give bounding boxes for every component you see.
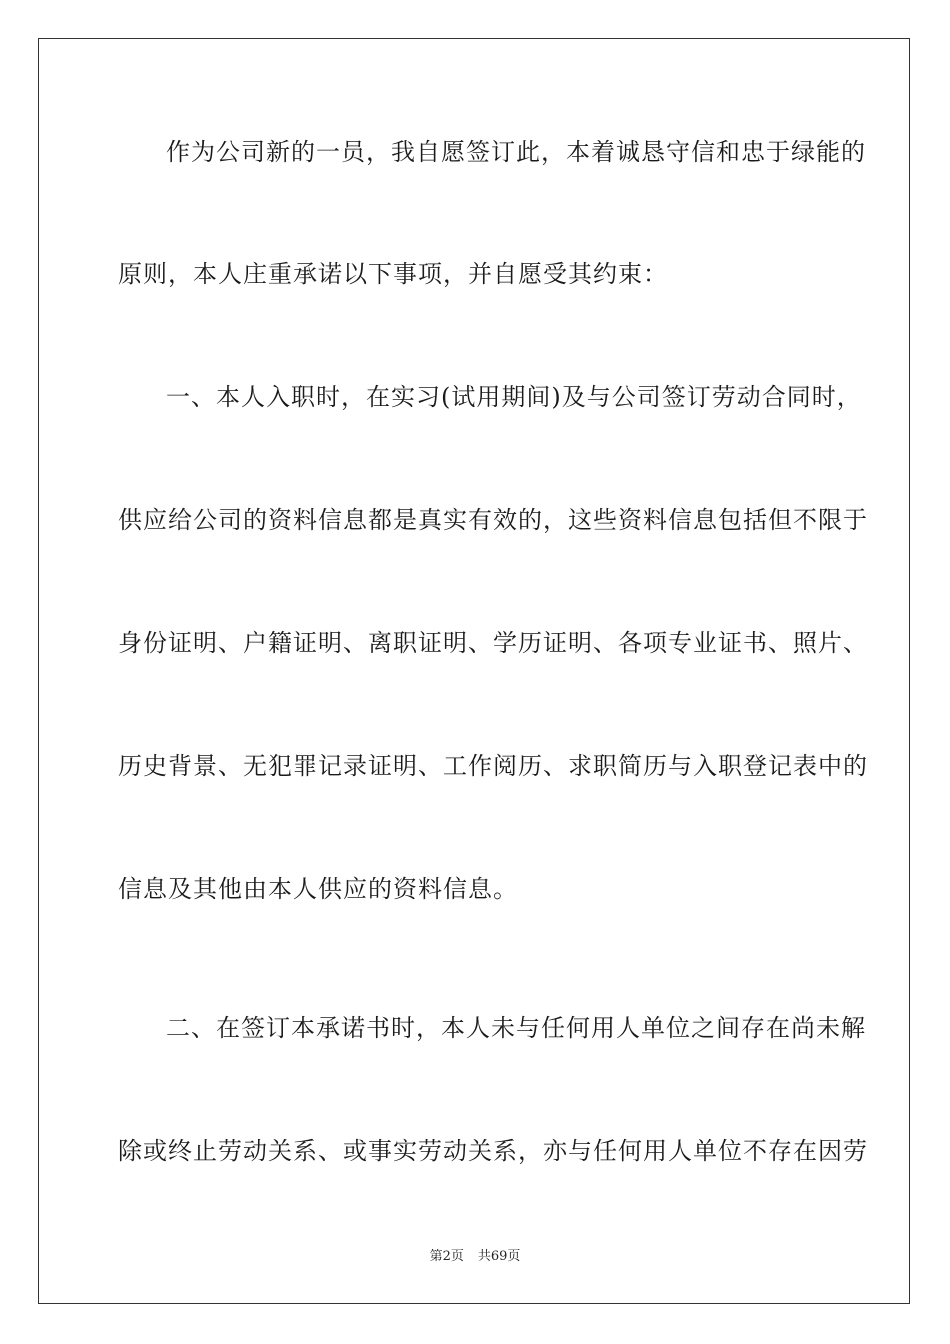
page-border [38,38,910,1304]
paragraph-line: 二、在签订本承诺书时，本人未与任何用人单位之间存在尚未解 [166,1014,866,1042]
page-total: 共69页 [477,1249,521,1264]
paragraph-line: 信息及其他由本人供应的资料信息。 [118,875,518,903]
paragraph-line: 一、本人入职时，在实习(试用期间)及与公司签订劳动合同时， [166,383,862,411]
page-number: 第2页 [429,1249,464,1264]
paragraph-line: 历史背景、无犯罪记录证明、工作阅历、求职简历与入职登记表中的 [118,752,868,780]
paragraph-line: 供应给公司的资料信息都是真实有效的，这些资料信息包括但不限于 [118,506,868,534]
paragraph-line: 作为公司新的一员，我自愿签订此，本着诚恳守信和忠于绿能的 [166,138,866,166]
page-footer [0,1248,950,1266]
paragraph-line: 原则，本人庄重承诺以下事项，并自愿受其约束： [118,260,668,288]
paragraph-line: 身份证明、户籍证明、离职证明、学历证明、各项专业证书、照片、 [118,629,868,657]
paragraph-line: 除或终止劳动关系、或事实劳动关系，亦与任何用人单位不存在因劳 [118,1137,868,1165]
